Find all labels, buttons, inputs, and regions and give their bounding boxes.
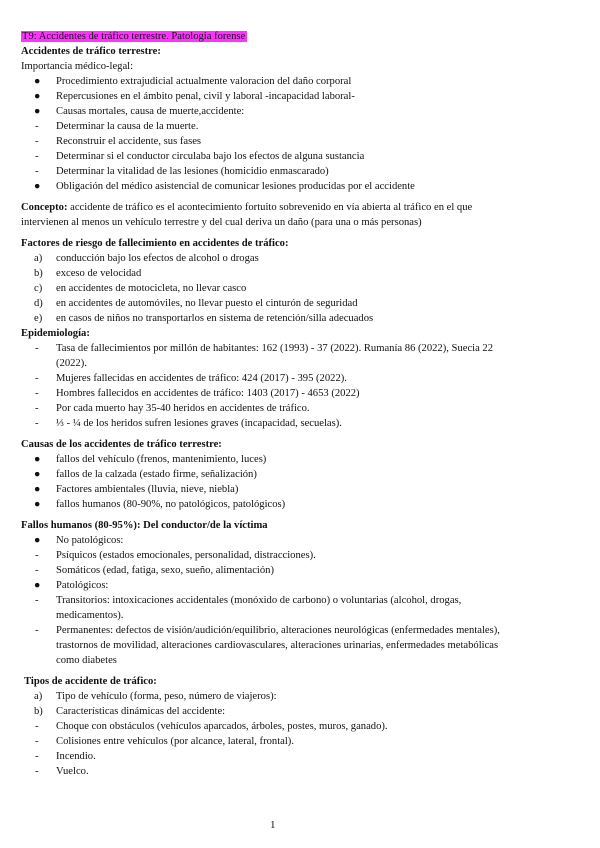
list-item bbox=[21, 749, 581, 764]
list-item-text: Patológicos: bbox=[56, 580, 109, 591]
list-item bbox=[21, 689, 581, 704]
causas-list bbox=[21, 452, 581, 512]
list-item-text: Vuelco. bbox=[56, 766, 89, 777]
section-heading-tipos: Tipos de accidente de tráfico: bbox=[24, 676, 157, 687]
list-item-text: Permanentes: defectos de visión/audición/equilibrio, alteraciones neurológicas (enfermedades mentales), bbox=[56, 625, 500, 636]
list-item bbox=[21, 578, 581, 593]
list-item bbox=[21, 119, 581, 134]
letter-marker: b) bbox=[34, 706, 43, 717]
document-page bbox=[21, 29, 581, 779]
list-item-text: Psíquicos (estados emocionales, personalidad, distracciones). bbox=[56, 550, 316, 561]
importancia-subheading: Importancia médico-legal: bbox=[21, 61, 134, 72]
list-item bbox=[21, 623, 581, 638]
dash-marker: - bbox=[35, 565, 39, 576]
list-item bbox=[21, 164, 581, 179]
list-item bbox=[21, 467, 581, 482]
dash-marker: - bbox=[35, 550, 39, 561]
list-item bbox=[21, 401, 581, 416]
bullet-marker: ● bbox=[34, 535, 41, 546]
letter-marker: a) bbox=[34, 691, 43, 702]
dash-marker: - bbox=[35, 151, 39, 162]
list-item-text: No patológicos: bbox=[56, 535, 124, 546]
list-item-continuation: (2022). bbox=[56, 358, 87, 369]
list-item-text: fallos de la calzada (estado firme, señalización) bbox=[56, 469, 257, 480]
list-item-text: en accidentes de motocicleta, no llevar casco bbox=[56, 283, 247, 294]
document-title: T9: Accidentes de tráfico terrestre. Patologia forense bbox=[22, 31, 246, 42]
list-item-text: Reconstruir el accidente, sus fases bbox=[56, 136, 202, 147]
list-item-text: Determinar la vitalidad de las lesiones (homicidio enmascarado) bbox=[56, 166, 329, 177]
letter-marker: a) bbox=[34, 253, 43, 264]
fallos-list bbox=[21, 533, 581, 668]
bullet-marker: ● bbox=[34, 484, 41, 495]
list-item-text: Determinar si el conductor circulaba bajo los efectos de alguna sustancia bbox=[56, 151, 365, 162]
dash-marker: - bbox=[35, 418, 39, 429]
dash-marker: - bbox=[35, 343, 39, 354]
list-item bbox=[21, 452, 581, 467]
dash-marker: - bbox=[35, 136, 39, 147]
list-item bbox=[21, 593, 581, 608]
list-item bbox=[21, 149, 581, 164]
list-item-continuation: trastornos de movilidad, alteraciones cardiovasculares, alteraciones urinarias, enfermedades metabólicas bbox=[56, 640, 499, 651]
list-item-text: Tipo de vehículo (forma, peso, número de viajeros): bbox=[56, 691, 277, 702]
list-item-text: Determinar la causa de la muerte. bbox=[56, 121, 199, 132]
section-heading-fallos: Fallos humanos (80-95%): Del conductor/de la víctima bbox=[21, 520, 268, 531]
list-item-text: exceso de velocidad bbox=[56, 268, 142, 279]
list-item bbox=[21, 764, 581, 779]
dash-marker: - bbox=[35, 121, 39, 132]
list-item bbox=[21, 482, 581, 497]
list-item-text: Somáticos (edad, fatiga, sexo, sueño, alimentación) bbox=[56, 565, 274, 576]
section-heading-factores: Factores de riesgo de fallecimiento en accidentes de tráfico: bbox=[21, 238, 289, 249]
list-item bbox=[21, 734, 581, 749]
list-item bbox=[21, 89, 581, 104]
list-item-text: en accidentes de automóviles, no llevar puesto el cinturón de seguridad bbox=[56, 298, 358, 309]
bullet-marker: ● bbox=[34, 580, 41, 591]
dash-marker: - bbox=[35, 736, 39, 747]
list-item bbox=[21, 179, 581, 194]
list-item-text: Hombres fallecidos en accidentes de tráfico: 1403 (2017) - 4653 (2022) bbox=[56, 388, 360, 399]
dash-marker: - bbox=[35, 403, 39, 414]
bullet-marker: ● bbox=[34, 91, 41, 102]
concepto-paragraph bbox=[21, 200, 581, 215]
list-item bbox=[21, 74, 581, 89]
list-item-text: Incendio. bbox=[56, 751, 96, 762]
letter-marker: b) bbox=[34, 268, 43, 279]
dash-marker: - bbox=[35, 373, 39, 384]
list-item-text: Mujeres fallecidas en accidentes de tráfico: 424 (2017) - 395 (2022). bbox=[56, 373, 347, 384]
letter-marker: c) bbox=[34, 283, 43, 294]
list-item bbox=[21, 704, 581, 719]
concepto-text-2: intervienen al menos un vehículo terrestre y del cual deriva un daño (para una o más personas) bbox=[21, 217, 422, 228]
list-item bbox=[21, 296, 581, 311]
list-item bbox=[21, 497, 581, 512]
list-item bbox=[21, 134, 581, 149]
list-item bbox=[21, 371, 581, 386]
bullet-marker: ● bbox=[34, 469, 41, 480]
list-item bbox=[21, 104, 581, 119]
list-item bbox=[21, 563, 581, 578]
list-item bbox=[21, 251, 581, 266]
concepto-text-1: accidente de tráfico es el acontecimiento fortuito sobrevenido en vía abierta al tráfico en el que bbox=[67, 202, 473, 213]
bullet-marker: ● bbox=[34, 454, 41, 465]
list-item-text: fallos humanos (80-90%, no patológicos, patológicos) bbox=[56, 499, 286, 510]
epidemiologia-list bbox=[21, 341, 581, 431]
importancia-list bbox=[21, 74, 581, 194]
list-item-text: Procedimiento extrajudicial actualmente valoracion del daño corporal bbox=[56, 76, 352, 87]
list-item bbox=[21, 311, 581, 326]
dash-marker: - bbox=[35, 166, 39, 177]
bullet-marker: ● bbox=[34, 76, 41, 87]
list-item bbox=[21, 281, 581, 296]
list-item-text: Características dinámicas del accidente: bbox=[56, 706, 226, 717]
tipos-list bbox=[21, 689, 581, 779]
list-item-text: Choque con obstáculos (vehículos aparcados, árboles, postes, muros, ganado). bbox=[56, 721, 388, 732]
bullet-marker: ● bbox=[34, 181, 41, 192]
list-item-continuation: como diabetes bbox=[56, 655, 117, 666]
dash-marker: - bbox=[35, 721, 39, 732]
list-item bbox=[21, 548, 581, 563]
section-heading-causas: Causas de los accidentes de tráfico terrestre: bbox=[21, 439, 222, 450]
list-item-continuation: medicamentos). bbox=[56, 610, 124, 621]
bullet-marker: ● bbox=[34, 499, 41, 510]
concepto-label: Concepto: bbox=[21, 202, 68, 213]
list-item-text: fallos del vehículo (frenos, mantenimiento, luces) bbox=[56, 454, 267, 465]
list-item-text: Obligación del médico asistencial de comunicar lesiones producidas por el accidente bbox=[56, 181, 415, 192]
list-item-text: en casos de niños no transportarlos en sistema de retención/silla adecuados bbox=[56, 313, 374, 324]
list-item-text: Transitorios: intoxicaciones accidentales (monóxido de carbono) o voluntarias (alcohol, drogas, bbox=[56, 595, 462, 606]
list-item-text: Colisiones entre vehículos (por alcance, lateral, frontal). bbox=[56, 736, 294, 747]
list-item-text: Por cada muerto hay 35-40 heridos en accidentes de tráfico. bbox=[56, 403, 310, 414]
page-number: 1 bbox=[270, 819, 276, 831]
section-heading-epidemiologia: Epidemiología: bbox=[21, 328, 90, 339]
list-item bbox=[21, 719, 581, 734]
letter-marker: d) bbox=[34, 298, 43, 309]
document-title-line bbox=[21, 29, 581, 44]
factores-list bbox=[21, 251, 581, 326]
list-item-text: Repercusiones en el ámbito penal, civil y laboral -incapacidad laboral- bbox=[56, 91, 355, 102]
dash-marker: - bbox=[35, 595, 39, 606]
list-item bbox=[21, 386, 581, 401]
dash-marker: - bbox=[35, 625, 39, 636]
section-heading-accidentes: Accidentes de tráfico terrestre: bbox=[21, 46, 161, 57]
list-item-text: conducción bajo los efectos de alcohol o drogas bbox=[56, 253, 259, 264]
list-item bbox=[21, 533, 581, 548]
list-item bbox=[21, 266, 581, 281]
list-item bbox=[21, 416, 581, 431]
list-item bbox=[21, 341, 581, 356]
list-item-text: ⅓ - ¼ de los heridos sufren lesiones graves (incapacidad, secuelas). bbox=[56, 418, 342, 429]
dash-marker: - bbox=[35, 766, 39, 777]
letter-marker: e) bbox=[34, 313, 43, 324]
list-item-text: Causas mortales, causa de muerte,accidente: bbox=[56, 106, 245, 117]
dash-marker: - bbox=[35, 751, 39, 762]
dash-marker: - bbox=[35, 388, 39, 399]
bullet-marker: ● bbox=[34, 106, 41, 117]
list-item-text: Tasa de fallecimientos por millón de habitantes: 162 (1993) - 37 (2022). Rumanía 86 (2022), Suecia 22 bbox=[56, 343, 494, 354]
list-item-text: Factores ambientales (lluvia, nieve, niebla) bbox=[56, 484, 239, 495]
